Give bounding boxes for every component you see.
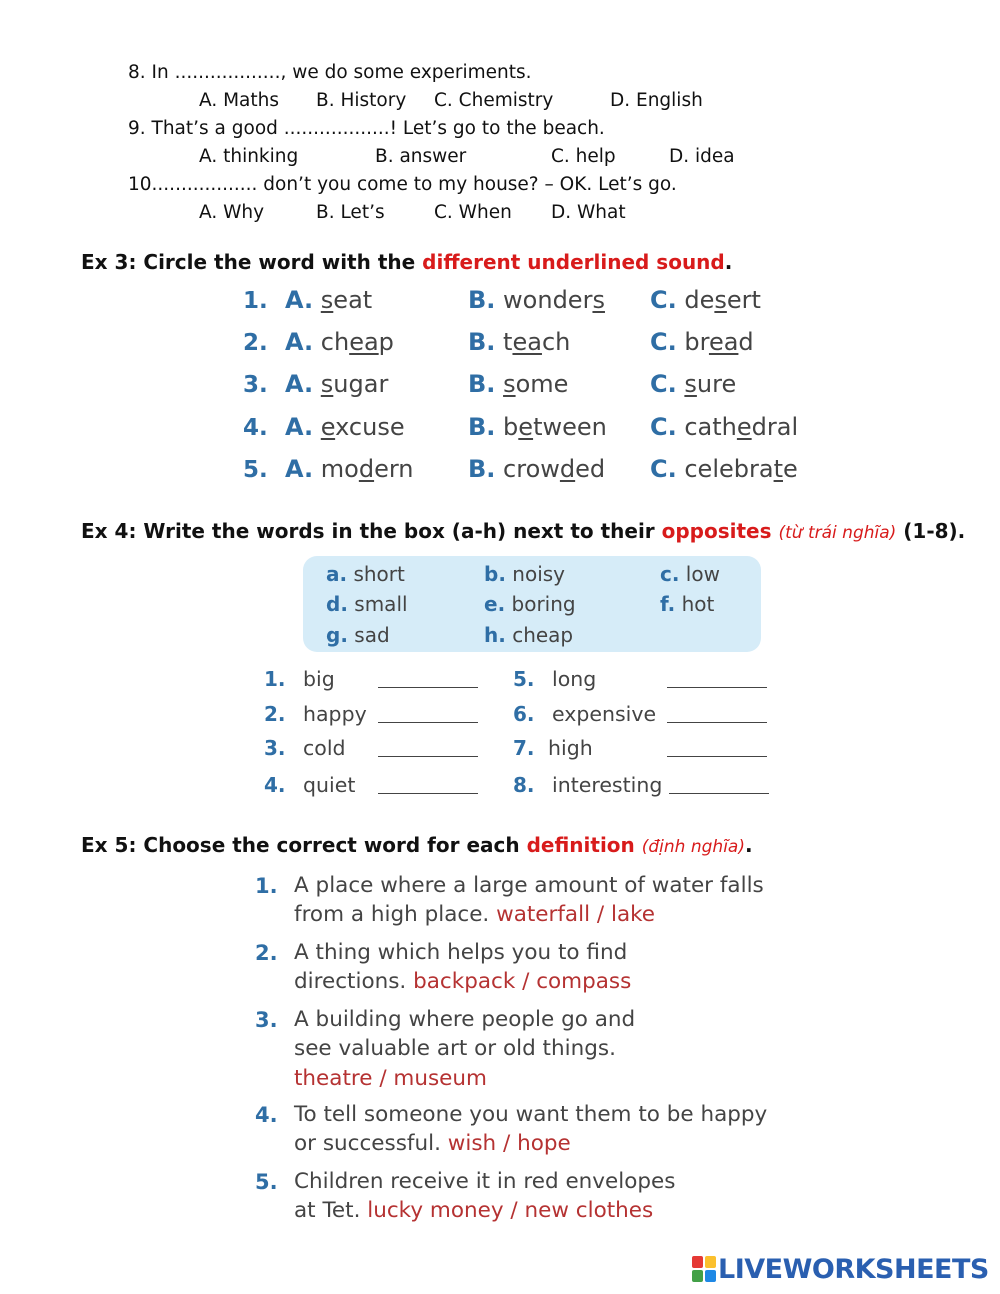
box-word-letter: b. — [484, 562, 506, 586]
ex3-row-2-option-b[interactable] — [468, 328, 570, 356]
ex3-row-1-option-a[interactable] — [285, 286, 372, 314]
option-letter: C. — [650, 286, 677, 314]
option-word-start: br — [676, 328, 709, 356]
ex4-item-8-answer-blank[interactable] — [669, 793, 769, 794]
underlined-sound: t — [773, 455, 783, 483]
logo-square-2 — [705, 1256, 716, 1268]
option-word-start: b — [495, 413, 519, 441]
ex4-item-5-number: 5. — [513, 667, 535, 691]
q8-option-b[interactable]: B. History — [316, 90, 407, 111]
option-word-end: ert — [726, 286, 761, 314]
q10-option-b[interactable]: B. Let’s — [316, 202, 385, 223]
option-letter: A. — [285, 413, 314, 441]
ex4-item-4-word: quiet — [303, 773, 356, 797]
box-word-letter: g. — [326, 623, 348, 647]
logo-text: LIVEWORKSHEETS — [718, 1253, 989, 1285]
ex5-item-5-number: 5. — [255, 1170, 278, 1194]
q9-option-b[interactable]: B. answer — [375, 146, 467, 167]
box-word-hot — [660, 592, 714, 616]
q10-option-d[interactable]: D. What — [551, 202, 626, 223]
box-word-letter: d. — [326, 592, 348, 616]
ex5-item-5-choices[interactable]: lucky money / new clothes — [367, 1198, 654, 1223]
ex5-heading-text: Ex 5: Choose the correct word for each — [81, 833, 527, 857]
logo-squares-icon — [692, 1256, 716, 1282]
option-word-end: eat — [333, 286, 373, 314]
box-word-small — [326, 592, 408, 616]
question-8: 8. In .................., we do some experiments. — [128, 62, 532, 83]
ex5-item-3-choices[interactable]: theatre / museum — [294, 1066, 487, 1091]
ex4-item-6-number: 6. — [513, 702, 535, 726]
ex4-heading — [81, 519, 965, 543]
ex3-row-3-option-c[interactable] — [650, 370, 736, 398]
ex4-item-1-number: 1. — [264, 667, 286, 691]
ex4-item-4-number: 4. — [264, 773, 286, 797]
ex5-item-4-number: 4. — [255, 1103, 278, 1127]
ex5-item-1-line-1: A place where a large amount of water falls — [294, 873, 764, 898]
q10-option-a[interactable]: A. Why — [199, 202, 265, 223]
ex3-heading-end: . — [724, 250, 733, 274]
underlined-sound: s — [714, 286, 727, 314]
ex3-row-number: 4. — [243, 415, 268, 441]
ex3-row-5-option-a[interactable] — [285, 455, 414, 483]
ex4-item-3-answer-blank[interactable] — [378, 756, 478, 757]
liveworksheets-logo — [692, 1252, 989, 1286]
ex4-item-2-number: 2. — [264, 702, 286, 726]
q10-option-c[interactable]: C. When — [434, 202, 512, 223]
ex4-item-5-word: long — [552, 667, 597, 691]
option-word-start: mo — [313, 455, 359, 483]
option-letter: C. — [650, 455, 677, 483]
option-word-start: ch — [313, 328, 350, 356]
ex3-row-1-option-b[interactable] — [468, 286, 605, 314]
ex5-item-3-line-2 — [294, 1036, 616, 1061]
option-letter: A. — [285, 455, 314, 483]
ex3-row-number: 3. — [243, 372, 268, 398]
q8-option-d[interactable]: D. English — [610, 90, 703, 111]
ex4-item-8-number: 8. — [513, 773, 535, 797]
underlined-sound: s — [684, 370, 697, 398]
definition-text: see valuable art or old things. — [294, 1036, 616, 1061]
definition-text: from a high place. — [294, 902, 497, 927]
ex4-item-6-answer-blank[interactable] — [667, 722, 767, 723]
box-word-text: sad — [347, 623, 390, 647]
option-word-end: ome — [515, 370, 569, 398]
ex4-item-6-word: expensive — [552, 702, 657, 726]
ex4-item-2-answer-blank[interactable] — [378, 722, 478, 723]
ex5-item-1-choices[interactable]: waterfall / lake — [496, 902, 656, 927]
q9-option-c[interactable]: C. help — [551, 146, 616, 167]
option-word-start: t — [495, 328, 513, 356]
option-letter: C. — [650, 328, 677, 356]
box-word-text: small — [347, 592, 408, 616]
ex5-item-2-choices[interactable]: backpack / compass — [413, 969, 632, 994]
option-word-end: tween — [533, 413, 607, 441]
ex5-item-5-line-2 — [294, 1198, 653, 1223]
ex5-heading-end: . — [744, 833, 753, 857]
box-word-text: low — [679, 562, 720, 586]
option-word-start — [313, 370, 321, 398]
box-word-letter: e. — [484, 592, 506, 616]
ex5-item-1-number: 1. — [255, 874, 278, 898]
option-letter: C. — [650, 370, 677, 398]
q9-option-d[interactable]: D. idea — [669, 146, 735, 167]
ex5-item-5-line-1: Children receive it in red envelopes — [294, 1169, 676, 1194]
ex3-row-4-option-c[interactable] — [650, 413, 798, 441]
ex3-row-5-option-c[interactable] — [650, 455, 798, 483]
ex4-item-8-word: interesting — [552, 773, 663, 797]
ex3-row-5-option-b[interactable] — [468, 455, 605, 483]
ex5-heading-note: (định nghĩa) — [641, 837, 745, 857]
q8-option-c[interactable]: C. Chemistry — [434, 90, 554, 111]
ex4-item-1-word: big — [303, 667, 335, 691]
ex4-item-3-word: cold — [303, 736, 346, 760]
ex3-heading-highlight: different underlined sound — [422, 250, 725, 274]
option-word-end: d — [738, 328, 754, 356]
option-letter: B. — [468, 328, 496, 356]
ex5-item-2-number: 2. — [255, 941, 278, 965]
option-letter: B. — [468, 286, 496, 314]
box-word-letter: f. — [660, 592, 676, 616]
box-word-noisy — [484, 562, 565, 586]
box-word-text: cheap — [505, 623, 574, 647]
ex3-row-3-option-a[interactable] — [285, 370, 388, 398]
question-10: 10.................. don’t you come to my house? – OK. Let’s go. — [128, 174, 677, 195]
option-word-end: p — [378, 328, 394, 356]
box-word-text: boring — [505, 592, 576, 616]
ex3-heading-text: Ex 3: Circle the word with the — [81, 250, 423, 274]
option-letter: A. — [285, 328, 314, 356]
underlined-sound: s — [503, 370, 516, 398]
box-word-text: hot — [675, 592, 715, 616]
ex5-item-2-line-1: A thing which helps you to find — [294, 940, 628, 965]
option-letter: B. — [468, 455, 496, 483]
box-word-boring — [484, 592, 576, 616]
ex3-heading — [81, 250, 732, 274]
option-word-start — [313, 286, 321, 314]
ex5-item-4-line-1: To tell someone you want them to be happy — [294, 1102, 768, 1127]
logo-square-1 — [692, 1256, 703, 1268]
ex3-row-number: 1. — [243, 288, 268, 314]
underlined-sound: d — [358, 455, 375, 483]
ex4-item-7-answer-blank[interactable] — [667, 756, 767, 757]
q9-option-a[interactable]: A. thinking — [199, 146, 299, 167]
ex3-row-2-option-c[interactable] — [650, 328, 754, 356]
definition-text: at Tet. — [294, 1198, 368, 1223]
ex5-item-2-line-2 — [294, 969, 631, 994]
option-letter: B. — [468, 370, 496, 398]
ex4-item-2-word: happy — [303, 702, 367, 726]
ex4-heading-highlight: opposites — [661, 519, 772, 543]
option-word-end: e — [783, 455, 798, 483]
ex5-item-4-line-2 — [294, 1131, 571, 1156]
definition-text: directions. — [294, 969, 414, 994]
underlined-sound: ea — [349, 328, 379, 356]
box-word-letter: c. — [660, 562, 680, 586]
ex4-item-5-answer-blank[interactable] — [667, 687, 767, 688]
underlined-sound: d — [559, 455, 576, 483]
ex3-row-1-option-c[interactable] — [650, 286, 761, 314]
underlined-sound: e — [736, 413, 752, 441]
underlined-sound: s — [320, 286, 334, 314]
option-word-end: ern — [374, 455, 414, 483]
option-letter: C. — [650, 413, 677, 441]
option-word-end: xcuse — [335, 413, 405, 441]
ex5-heading — [81, 833, 753, 857]
option-word-end: ugar — [333, 370, 389, 398]
ex4-item-7-word: high — [548, 736, 593, 760]
ex5-item-3-number: 3. — [255, 1008, 278, 1032]
box-word-cheap — [484, 623, 573, 647]
box-word-letter: h. — [484, 623, 506, 647]
question-9: 9. That’s a good ..................! Let’s go to the beach. — [128, 118, 605, 139]
underlined-sound: e — [518, 413, 534, 441]
ex3-row-4-option-a[interactable] — [285, 413, 405, 441]
ex4-item-3-number: 3. — [264, 736, 286, 760]
option-word-start: crow — [495, 455, 560, 483]
ex3-row-3-option-b[interactable] — [468, 370, 568, 398]
ex4-heading-note: (từ trái nghĩa) — [778, 523, 897, 543]
box-word-sad — [326, 623, 390, 647]
ex4-heading-text: Ex 4: Write the words in the box (a-h) next to their — [81, 519, 662, 543]
logo-square-4 — [705, 1270, 716, 1282]
underlined-sound: s — [320, 370, 334, 398]
box-word-short — [326, 562, 405, 586]
underlined-sound: ea — [708, 328, 739, 356]
option-letter: B. — [468, 413, 496, 441]
ex5-item-4-choices[interactable]: wish / hope — [447, 1131, 571, 1156]
definition-text: or successful. — [294, 1131, 448, 1156]
ex5-heading-highlight: definition — [526, 833, 635, 857]
logo-square-3 — [692, 1270, 703, 1282]
ex3-row-4-option-b[interactable] — [468, 413, 607, 441]
option-word-end: dral — [751, 413, 799, 441]
ex5-item-1-line-2 — [294, 902, 655, 927]
ex4-item-7-number: 7. — [513, 736, 535, 760]
box-word-letter: a. — [326, 562, 348, 586]
option-word-start — [495, 370, 503, 398]
ex4-heading-end: (1-8). — [896, 519, 966, 543]
option-letter: A. — [285, 286, 314, 314]
q8-option-a[interactable]: A. Maths — [199, 90, 280, 111]
option-word-start: wonder — [495, 286, 593, 314]
underlined-sound: e — [320, 413, 336, 441]
option-word-end: ed — [575, 455, 606, 483]
ex4-item-1-answer-blank[interactable] — [378, 687, 478, 688]
box-word-text: noisy — [505, 562, 566, 586]
box-word-low — [660, 562, 720, 586]
underlined-sound: ea — [512, 328, 542, 356]
option-letter: A. — [285, 370, 314, 398]
option-word-end: ure — [696, 370, 737, 398]
ex4-item-4-answer-blank[interactable] — [378, 793, 478, 794]
option-word-start — [313, 413, 321, 441]
box-word-text: short — [347, 562, 405, 586]
ex3-row-number: 2. — [243, 330, 268, 356]
underlined-sound: s — [592, 286, 605, 314]
option-word-end: ch — [541, 328, 571, 356]
option-word-start: cath — [676, 413, 737, 441]
option-word-start: de — [676, 286, 715, 314]
option-word-start: celebra — [676, 455, 774, 483]
ex3-row-2-option-a[interactable] — [285, 328, 394, 356]
ex3-row-number: 5. — [243, 457, 268, 483]
ex5-item-3-line-1: A building where people go and — [294, 1007, 636, 1032]
